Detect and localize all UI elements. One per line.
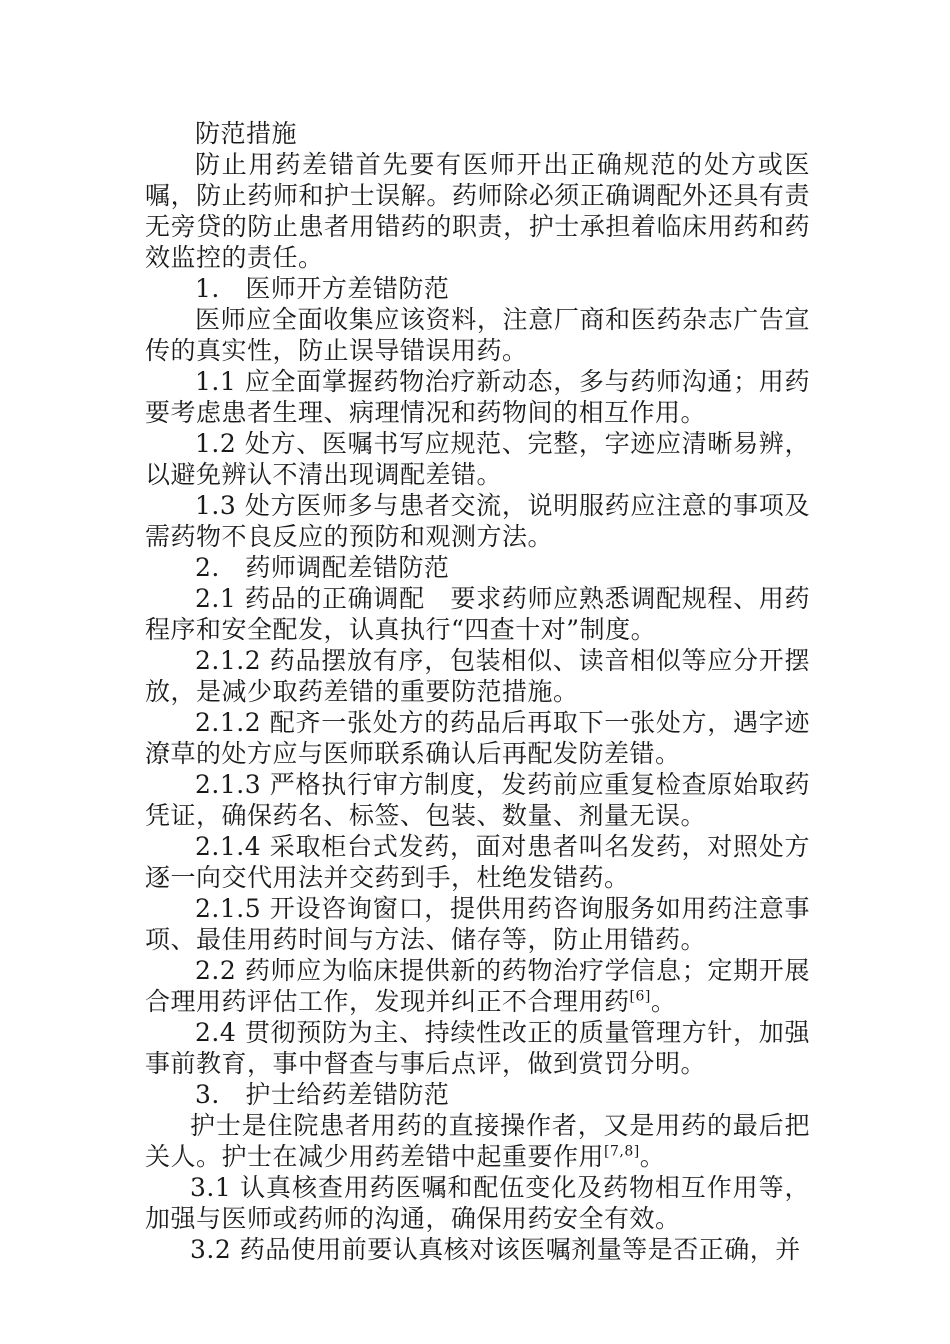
item-2-2-tail: 。 [650, 987, 677, 1016]
section-3-intro [145, 1110, 810, 1172]
section-title: 防范措施 [195, 119, 298, 148]
section-2-heading: 2. 药师调配差错防范 [195, 553, 450, 582]
item-3-2: 3.2 药品使用前要认真核对该医嘱剂量等是否正确，并 [190, 1235, 801, 1264]
item-2-1-5: 2.1.5 开设咨询窗口，提供用药咨询服务如用药注意事项、最佳用药时间与方法、储存等，防止用错药。 [145, 894, 810, 954]
item-2-1-2a: 2.1.2 药品摆放有序，包装相似、读音相似等应分开摆放，是减少取药差错的重要防范措施。 [145, 646, 810, 706]
item-2-4: 2.4 贯彻预防为主、持续性改正的质量管理方针，加强事前教育，事中督查与事后点评，做到赏罚分明。 [145, 1018, 810, 1078]
citation-7-8: [7,8] [604, 1143, 640, 1160]
citation-6: [6] [629, 988, 651, 1005]
item-2-1-2b: 2.1.2 配齐一张处方的药品后再取下一张处方，遇字迹潦草的处方应与医师联系确认后再配发防差错。 [145, 708, 810, 768]
item-2-2-text: 2.2 药师应为临床提供新的药物治疗学信息；定期开展合理用药评估工作，发现并纠正不合理用药 [145, 956, 810, 1016]
item-1-2: 1.2 处方、医嘱书写应规范、完整，字迹应清晰易辨，以避免辨认不清出现调配差错。 [145, 429, 810, 489]
section-3-heading: 3. 护士给药差错防范 [195, 1080, 450, 1109]
section-1-heading: 1. 医师开方差错防范 [195, 274, 450, 303]
item-2-1: 2.1 药品的正确调配 要求药师应熟悉调配规程、用药程序和安全配发，认真执行“四查十对”制度。 [145, 584, 810, 644]
item-2-1-4: 2.1.4 采取柜台式发药，面对患者叫名发药，对照处方逐一向交代用法并交药到手，杜绝发错药。 [145, 832, 810, 892]
section-3-intro-text: 护士是住院患者用药的直接操作者，又是用药的最后把关人。护士在减少用药差错中起重要作用 [145, 1111, 810, 1171]
item-1-1: 1.1 应全面掌握药物治疗新动态，多与药师沟通；用药要考虑患者生理、病理情况和药物间的相互作用。 [145, 367, 810, 427]
intro-paragraph: 防止用药差错首先要有医师开出正确规范的处方或医嘱，防止药师和护士误解。药师除必须正确调配外还具有责无旁贷的防止患者用错药的职责，护士承担着临床用药和药效监控的责任。 [145, 150, 810, 272]
item-1-3: 1.3 处方医师多与患者交流，说明服药应注意的事项及需药物不良反应的预防和观测方法。 [145, 491, 810, 551]
item-3-1: 3.1 认真核查用药医嘱和配伍变化及药物相互作用等，加强与医师或药师的沟通，确保用药安全有效。 [145, 1173, 810, 1233]
item-2-2 [145, 955, 810, 1017]
document-body [145, 118, 810, 1265]
section-1-intro: 医师应全面收集应该资料，注意厂商和医药杂志广告宣传的真实性，防止误导错误用药。 [145, 305, 810, 365]
section-3-intro-tail: 。 [639, 1142, 666, 1171]
item-2-1-3: 2.1.3 严格执行审方制度，发药前应重复检查原始取药凭证，确保药名、标签、包装、数量、剂量无误。 [145, 770, 810, 830]
